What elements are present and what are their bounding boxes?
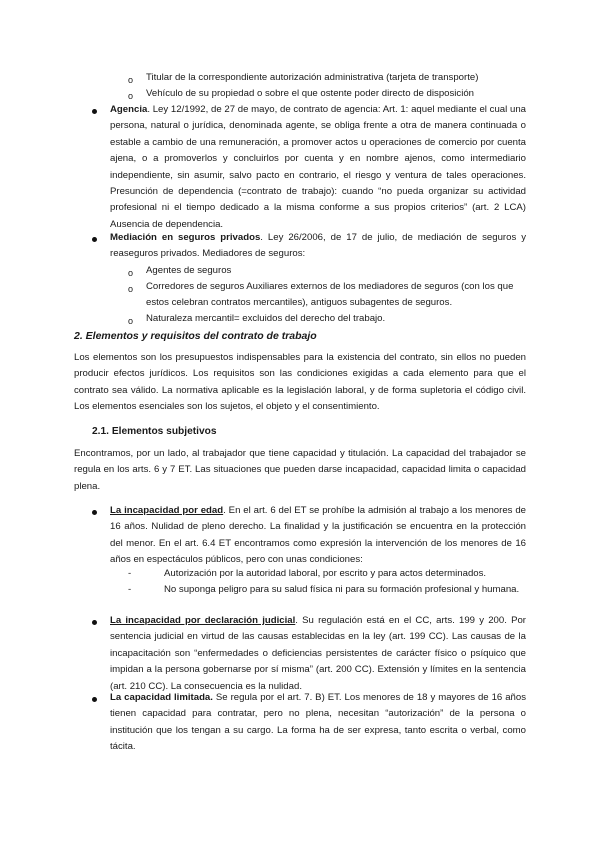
dash-bullet-icon: - [128,584,132,595]
circle-bullet-icon: o [128,91,134,101]
item-title: La incapacidad por edad [110,505,224,516]
subsection-heading: 2.1. Elementos subjetivos [92,426,217,437]
sub-item: No suponga peligro para su salud física ni para su formación profesional y humana. [164,584,520,595]
paragraph: Los elementos son los presupuestos indispensables para la existencia del contrato, sin ellos no pueden producir efectos jurídicos. Los requisitos son las condiciones exigidas a cada elemento para que el contrato sea válido. La normativa aplicable es la legislación laboral, y de forma supletoria el código civil. Los elementos esenciales son los sujetos, el objeto y el consentimiento. [74,352,526,413]
sub-item: Naturaleza mercantil= excluidos del derecho del trabajo. [146,313,386,324]
circle-bullet-icon: o [128,316,134,326]
sub-item: Autorización por la autoridad laboral, por escrito y para actos determinados. [164,568,487,579]
bullet-icon [92,510,97,515]
list-item-mediacion [110,230,526,263]
item-title: Agencia [110,104,148,115]
list-item-agencia [110,102,526,233]
sub-item: Titular de la correspondiente autorización administrativa (tarjeta de transporte) [146,72,479,83]
item-text: . Ley 26/2006, de 17 de julio, de mediación de seguros y reaseguros privados. Mediadores de seguros: [110,232,526,260]
item-text: Se regula por el art. 7. B) ET. Los menores de 18 y mayores de 16 años tienen capacidad para contratar, pero no plena, necesitan “autorización” de la persona o institución que los tengan a su cargo. La forma ha de ser expresa, tanto escrita o verbal, como tácita. [110,692,526,753]
item-title: La capacidad limitada. [110,692,213,703]
sub-item: Agentes de seguros [146,265,232,276]
list-item-judicial [110,613,526,695]
bullet-icon [92,237,97,242]
list-item-limitada [110,690,526,756]
list-item-edad [110,503,526,569]
sub-item: Corredores de seguros Auxiliares externos de los mediadores de seguros (con los que estos celebran contratos mercantiles), antiguos subagentes de seguros. [146,281,514,309]
bullet-icon [92,697,97,702]
section-heading: 2. Elementos y requisitos del contrato de trabajo [74,330,317,342]
circle-bullet-icon: o [128,284,134,294]
circle-bullet-icon: o [128,268,134,278]
item-text: . Ley 12/1992, de 27 de mayo, de contrato de agencia: Art. 1: aquel mediante el cual una persona, natural o jurídica, denominada agente, se obliga frente a otra de manera continuada o estable a cambio de una remuneración, a promover actos u operaciones de comercio por cuenta ajena, o a promoverlos y concluirlos por cuenta y en nombre ajenos, como intermediario independiente, sin asumir, salvo pacto en contrario, el riesgo y ventura de tales operaciones. Presunción de dependencia (=contrato de trabajo): cuando “no pueda organizar su actividad profesional ni el tiempo dedicado a la misma conforme a sus propios criterios” (art. 2 LCA) Ausencia de dependencia. [110,104,526,230]
item-title: Mediación en seguros privados [110,232,261,243]
bullet-icon [92,109,97,114]
item-text: . En el art. 6 del ET se prohíbe la admisión al trabajo a los menores de 16 años. Nulidad de pleno derecho. La finalidad y la justificación se encuentra en la protección del menor. En el art. 6.4 ET encontramos como expresión la intervención de los menores de 16 años en espectáculos públicos, pero con unas condiciones: [110,505,526,566]
item-title: La incapacidad por declaración judicial [110,615,296,626]
circle-bullet-icon: o [128,75,134,85]
paragraph: Encontramos, por un lado, al trabajador que tiene capacidad y titulación. La capacidad del trabajador se regula en los arts. 6 y 7 ET. Las situaciones que pueden darse incapacidad, capacidad limita o capacidad plena. [74,448,526,492]
bullet-icon [92,620,97,625]
sub-item: Vehículo de su propiedad o sobre el que ostente poder directo de disposición [146,88,475,99]
item-text: . Su regulación está en el CC, arts. 199 y 200. Por sentencia judicial en virtud de las causas establecidas en la ley (art. 199 CC). Las causas de la incapacitación son “enfermedades o deficiencias persistentes de carácter físico o psíquico que impidan a la persona gobernarse por sí misma” (art. 200 CC). Extensión y límites en la sentencia (art. 210 CC). La consecuencia es la nulidad. [110,615,526,692]
dash-bullet-icon: - [128,568,132,579]
